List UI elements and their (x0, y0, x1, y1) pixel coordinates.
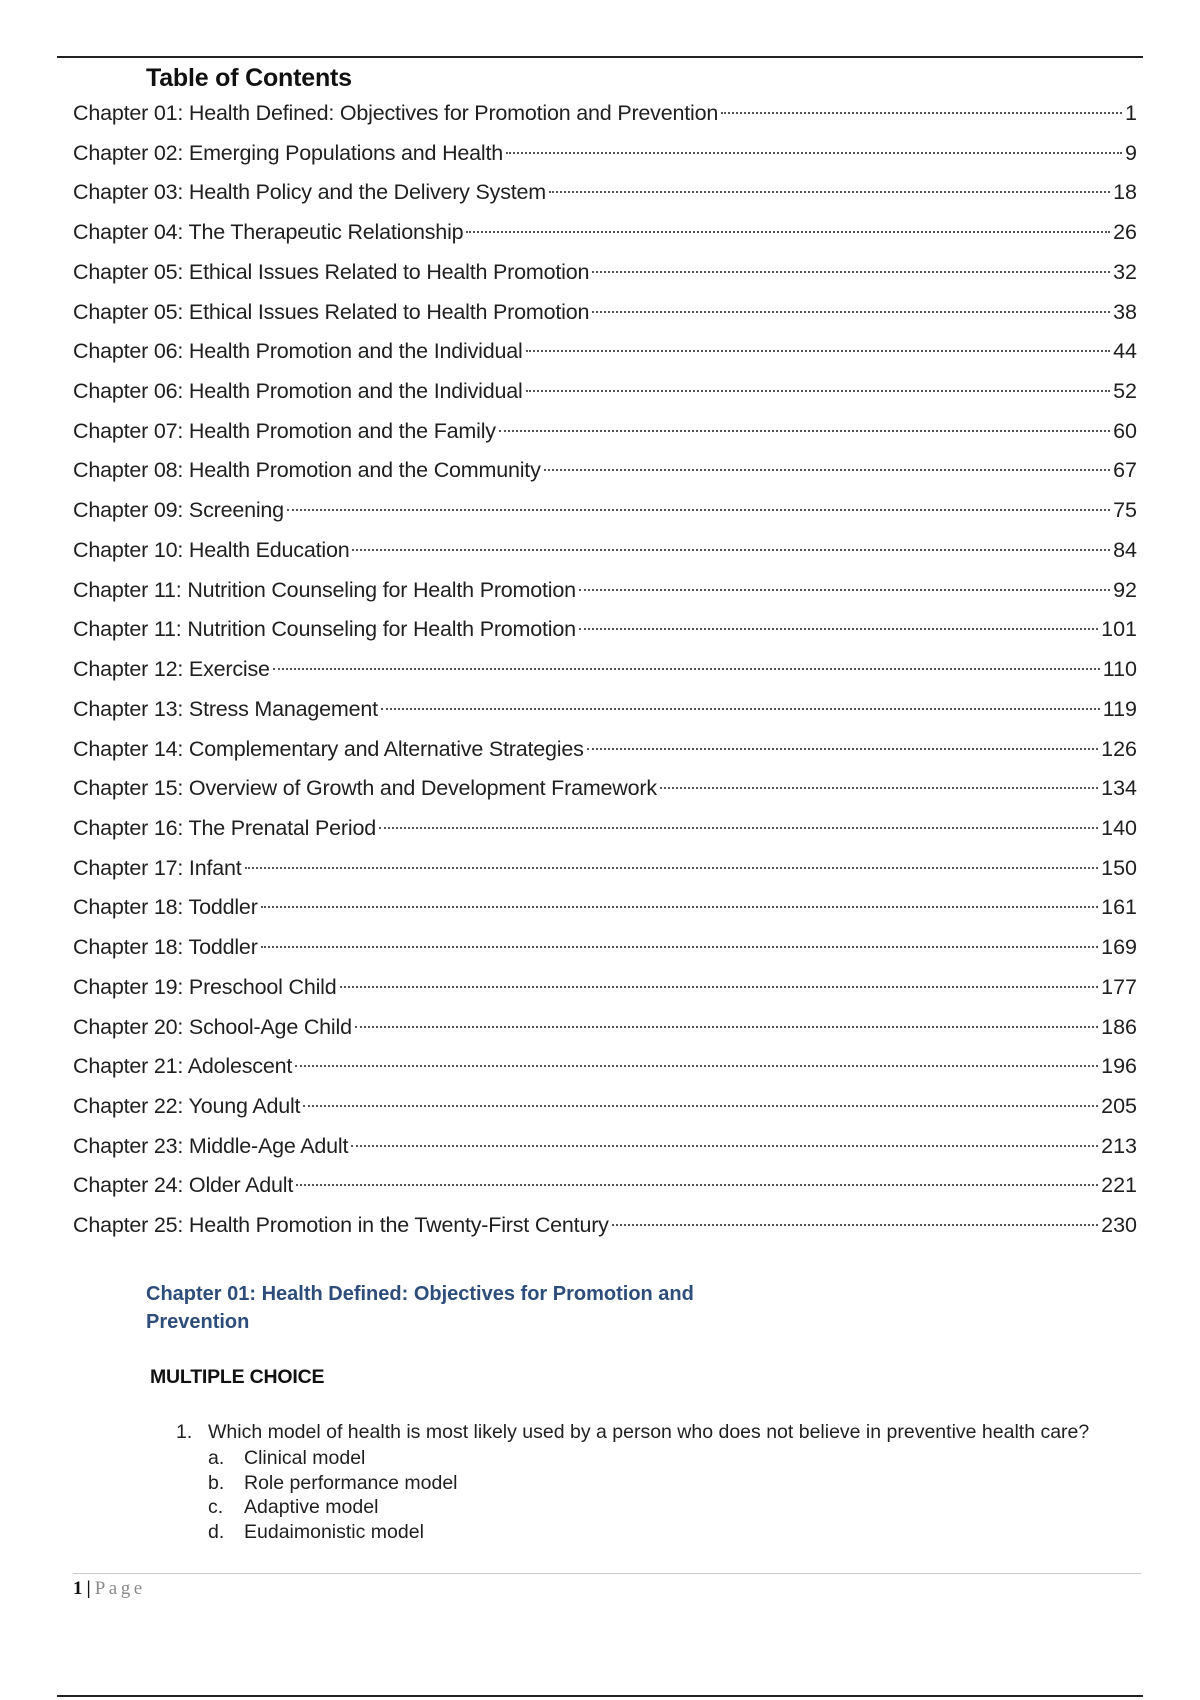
question-block (176, 1419, 1136, 1544)
toc-entry[interactable] (73, 1166, 1137, 1206)
toc-leader-dots (352, 549, 1110, 551)
toc-entry-page: 196 (1101, 1054, 1137, 1079)
toc-entry-label: Chapter 13: Stress Management (73, 696, 378, 721)
toc-entry-page: 177 (1101, 974, 1137, 999)
toc-entry[interactable] (73, 253, 1137, 293)
toc-entry-page: 52 (1113, 379, 1137, 404)
footer-page-number: 1 (73, 1578, 83, 1599)
option-text: Adaptive model (244, 1496, 379, 1518)
toc-entry[interactable] (73, 1047, 1137, 1087)
question-text: Which model of health is most likely used by a person who does not believe in preventive health care? (208, 1421, 1090, 1443)
toc-entry[interactable] (73, 451, 1137, 491)
option-letter: c. (208, 1496, 224, 1518)
toc-leader-dots (295, 1065, 1098, 1067)
question-row (176, 1419, 1136, 1446)
toc-entry-label: Chapter 07: Health Promotion and the Family (73, 418, 496, 443)
toc-leader-dots (579, 628, 1098, 630)
toc-entry[interactable] (73, 610, 1137, 650)
toc-entry-label: Chapter 08: Health Promotion and the Community (73, 458, 541, 483)
toc-entry-page: 213 (1101, 1133, 1137, 1158)
toc-entry-page: 26 (1113, 220, 1137, 245)
toc-entry-page: 101 (1101, 617, 1137, 642)
answer-option (208, 1446, 1136, 1471)
toc-leader-dots (544, 469, 1110, 471)
toc-entry-label: Chapter 18: Toddler (73, 935, 258, 960)
toc-leader-dots (273, 668, 1100, 670)
toc-entry[interactable] (73, 809, 1137, 849)
footer-separator: | (86, 1578, 91, 1599)
toc-entry-label: Chapter 06: Health Promotion and the Individual (73, 339, 523, 364)
bottom-rule (57, 1695, 1143, 1697)
toc-entry-label: Chapter 01: Health Defined: Objectives for Promotion and Prevention (73, 101, 719, 125)
toc-entry-label: Chapter 22: Young Adult (73, 1093, 301, 1118)
toc-entry[interactable] (73, 213, 1137, 253)
toc-leader-dots (379, 827, 1098, 829)
chapter-heading (146, 1280, 746, 1336)
toc-leader-dots (340, 986, 1099, 988)
toc-entry[interactable] (73, 769, 1137, 809)
toc-entry-page: 44 (1113, 339, 1137, 364)
toc-entry-label: Chapter 20: School-Age Child (73, 1014, 352, 1039)
toc-entry[interactable] (73, 968, 1137, 1008)
answer-option (208, 1471, 1136, 1496)
toc-entry-page: 67 (1113, 458, 1137, 483)
toc-entry-label: Chapter 11: Nutrition Counseling for Health Promotion (73, 617, 576, 642)
toc-entry-label: Chapter 09: Screening (73, 498, 284, 523)
toc-leader-dots (579, 589, 1110, 591)
toc-leader-dots (587, 748, 1098, 750)
answer-option (208, 1495, 1136, 1520)
toc-leader-dots (499, 430, 1110, 432)
option-letter: b. (208, 1471, 225, 1494)
toc-entry[interactable] (73, 293, 1137, 333)
toc-entry[interactable] (73, 372, 1137, 412)
toc-leader-dots (261, 906, 1098, 908)
toc-entry-page: 84 (1113, 537, 1137, 562)
toc-entry-page: 140 (1101, 815, 1137, 840)
toc-entry-label: Chapter 03: Health Policy and the Delivery System (73, 180, 546, 205)
toc-entry-page: 9 (1125, 140, 1137, 165)
toc-leader-dots (592, 311, 1110, 313)
toc-entry-label: Chapter 11: Nutrition Counseling for Health Promotion (73, 577, 576, 602)
toc-entry-label: Chapter 05: Ethical Issues Related to Health Promotion (73, 259, 590, 284)
toc-entry[interactable] (73, 888, 1137, 928)
toc-entry[interactable] (73, 1008, 1137, 1048)
toc-entry[interactable] (73, 571, 1137, 611)
toc-leader-dots (303, 1105, 1098, 1107)
toc-entry[interactable] (73, 928, 1137, 968)
toc-entry-page: 75 (1113, 498, 1137, 523)
toc-entry-page: 110 (1102, 657, 1137, 682)
toc-entry-page: 92 (1113, 577, 1137, 602)
toc-entry[interactable] (73, 730, 1137, 770)
toc-entry[interactable] (73, 1087, 1137, 1127)
toc-entry-page: 18 (1113, 180, 1137, 205)
toc-entry-page: 230 (1101, 1213, 1137, 1238)
toc-entry-page: 1 (1125, 101, 1137, 125)
toc-title: Table of Contents (146, 64, 352, 92)
toc-leader-dots (592, 271, 1110, 273)
toc-leader-dots (381, 708, 1100, 710)
toc-entry[interactable] (73, 849, 1137, 889)
toc-leader-dots (721, 112, 1122, 114)
toc-entry[interactable] (73, 332, 1137, 372)
toc-entry-page: 161 (1101, 895, 1137, 920)
option-text: Eudaimonistic model (244, 1520, 424, 1543)
toc-entry[interactable] (73, 173, 1137, 213)
toc-entry-page: 134 (1101, 776, 1137, 801)
toc-entry-label: Chapter 04: The Therapeutic Relationship (73, 220, 464, 245)
toc-entry-page: 38 (1113, 299, 1137, 324)
toc-entry[interactable] (73, 412, 1137, 452)
toc-entry-page: 186 (1101, 1014, 1137, 1039)
option-letter: a. (208, 1447, 225, 1469)
toc-entry[interactable] (73, 1127, 1137, 1167)
toc-entry-label: Chapter 14: Complementary and Alternative Strategies (73, 736, 584, 761)
answer-option (208, 1520, 1136, 1545)
toc-entry[interactable] (73, 650, 1137, 690)
toc-entry-label: Chapter 05: Ethical Issues Related to Health Promotion (73, 299, 590, 324)
toc-entry-label: Chapter 02: Emerging Populations and Health (73, 140, 504, 165)
toc-leader-dots (261, 946, 1098, 948)
toc-entry-label: Chapter 12: Exercise (73, 657, 270, 682)
option-text: Role performance model (244, 1471, 458, 1494)
toc-leader-dots (355, 1026, 1098, 1028)
toc-leader-dots (296, 1184, 1098, 1186)
toc-entry-page: 126 (1101, 736, 1137, 761)
toc-leader-dots (612, 1224, 1098, 1226)
toc-entry-page: 32 (1113, 259, 1137, 284)
toc-entry-page: 150 (1101, 855, 1137, 880)
toc-entry-page: 169 (1101, 935, 1137, 960)
toc-leader-dots (466, 231, 1110, 233)
toc-leader-dots (526, 350, 1111, 352)
option-text: Clinical model (244, 1447, 366, 1469)
option-letter: d. (208, 1520, 225, 1543)
toc-entry-label: Chapter 18: Toddler (73, 895, 258, 920)
answer-options (176, 1446, 1136, 1544)
toc-entry-label: Chapter 19: Preschool Child (73, 974, 337, 999)
toc-leader-dots (526, 390, 1111, 392)
toc-leader-dots (245, 867, 1099, 869)
toc-entry[interactable] (73, 1206, 1137, 1246)
page-footer (73, 1578, 146, 1600)
toc-entry[interactable] (73, 94, 1137, 134)
toc-entry[interactable] (73, 690, 1137, 730)
toc-list (73, 94, 1137, 1246)
chapter-heading-line2: Prevention (146, 1311, 250, 1333)
footer-page-word: Page (94, 1578, 146, 1599)
toc-leader-dots (549, 191, 1110, 193)
toc-entry-label: Chapter 25: Health Promotion in the Twenty-First Century (73, 1213, 609, 1238)
top-rule (57, 56, 1143, 58)
question-number: 1. (176, 1421, 193, 1443)
toc-entry-label: Chapter 23: Middle-Age Adult (73, 1133, 349, 1158)
toc-entry[interactable] (73, 531, 1137, 571)
toc-entry[interactable] (73, 491, 1137, 531)
toc-entry-label: Chapter 24: Older Adult (73, 1173, 294, 1198)
section-heading: MULTIPLE CHOICE (150, 1366, 325, 1388)
toc-entry-label: Chapter 10: Health Education (73, 537, 350, 562)
toc-entry-label: Chapter 17: Infant (73, 855, 242, 880)
toc-entry-page: 60 (1113, 418, 1137, 443)
toc-entry-page: 205 (1101, 1093, 1137, 1118)
toc-entry[interactable] (73, 134, 1137, 174)
chapter-heading-line1: Chapter 01: Health Defined: Objectives for Promotion and (146, 1283, 694, 1305)
toc-leader-dots (660, 787, 1098, 789)
toc-entry-label: Chapter 21: Adolescent (73, 1054, 293, 1079)
toc-entry-label: Chapter 15: Overview of Growth and Development Framework (73, 776, 657, 801)
toc-entry-page: 221 (1101, 1173, 1137, 1198)
toc-entry-label: Chapter 16: The Prenatal Period (73, 815, 376, 840)
toc-leader-dots (506, 152, 1122, 154)
toc-entry-label: Chapter 06: Health Promotion and the Individual (73, 379, 523, 404)
toc-entry-page: 119 (1102, 696, 1137, 721)
footer-rule (73, 1573, 1141, 1574)
toc-leader-dots (351, 1145, 1098, 1147)
toc-leader-dots (287, 509, 1110, 511)
